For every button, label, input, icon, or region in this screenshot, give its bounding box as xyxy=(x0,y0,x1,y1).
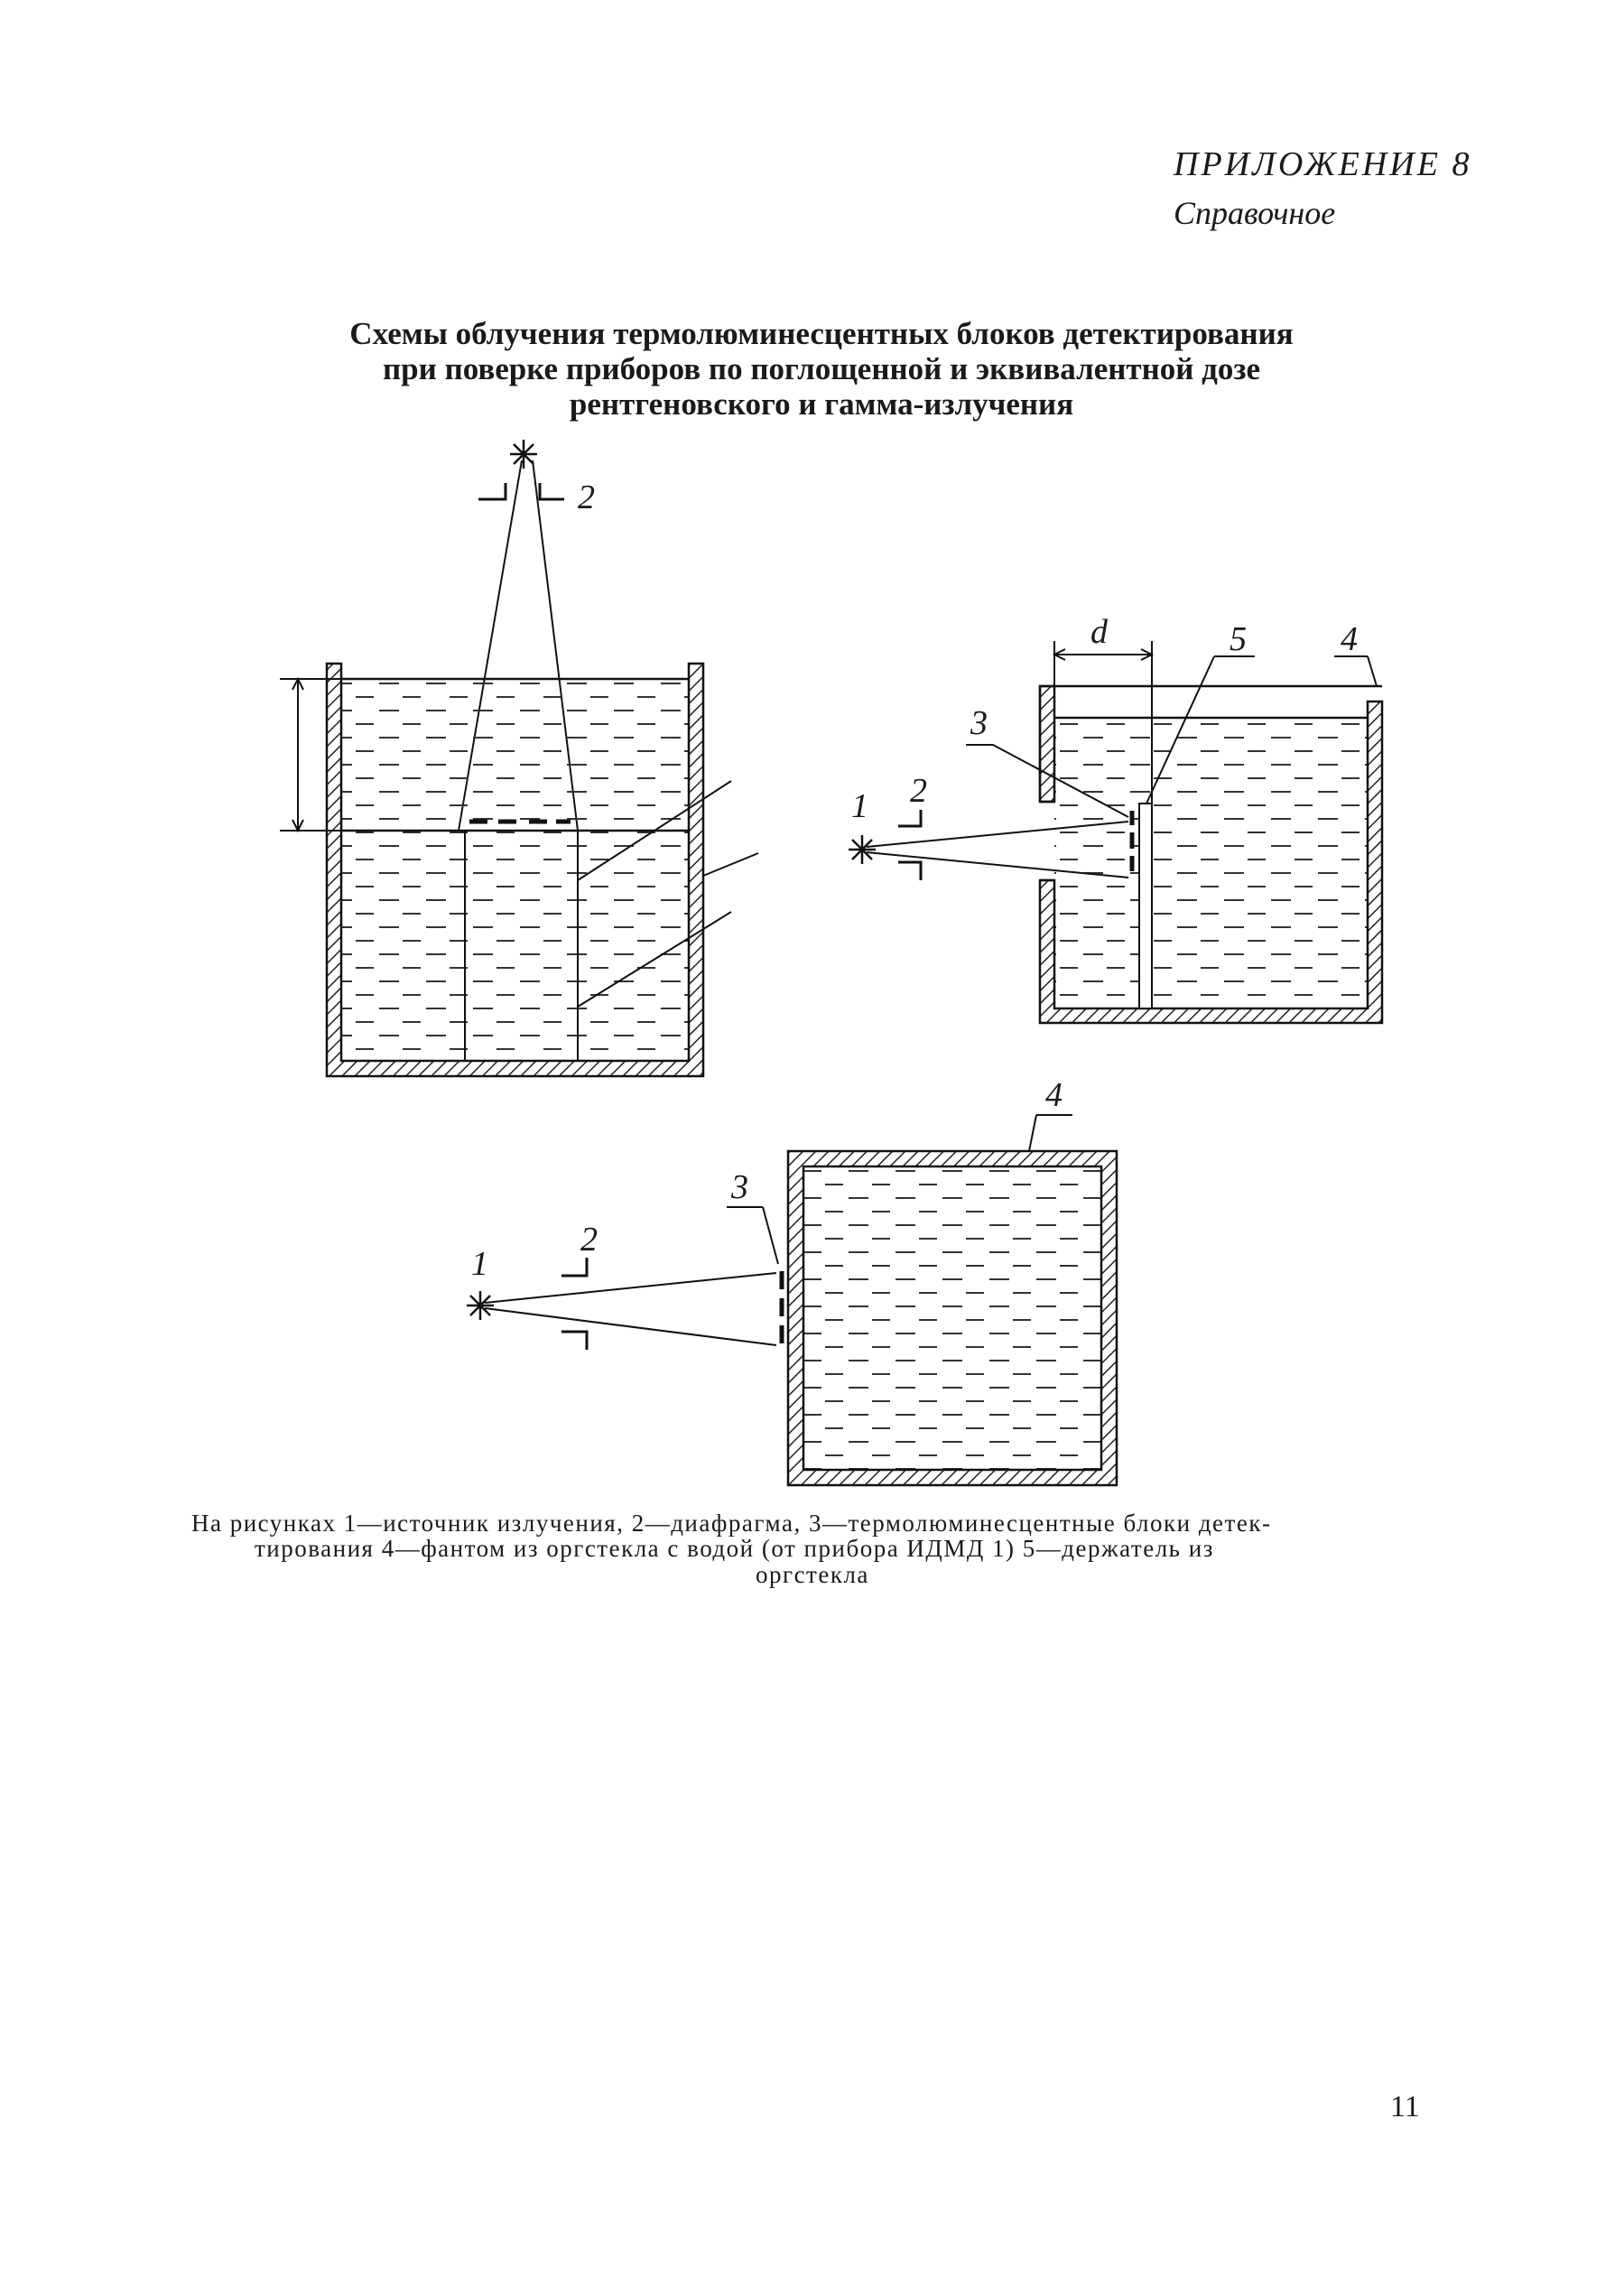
figure-caption xyxy=(191,1510,1455,1587)
holder-plate-b xyxy=(1139,804,1152,1008)
phantom-water-a xyxy=(341,677,689,1061)
label-phantom-c: 4 xyxy=(1045,1076,1063,1114)
caption-line-1: На рисунках 1—источник излучения, 2—диафрагма, 3—термолюминесцентные блоки детек- xyxy=(191,1510,1272,1537)
phantom-water-b xyxy=(1054,718,1368,1008)
label-source-c: 1 xyxy=(471,1245,488,1283)
caption-line-3: оргстекла xyxy=(756,1560,869,1588)
label-distance: d xyxy=(1090,613,1108,651)
beam-line xyxy=(485,1273,776,1303)
caption-line-2: тирования 4—фантом из оргстекла с водой (от прибора ИДМД 1) 5—держатель из xyxy=(255,1535,1214,1563)
scheme-a xyxy=(280,440,758,1076)
title-line-1: Схемы облучения термолюминесцентных блоков детектирования xyxy=(349,316,1294,351)
label-detectors-b: 3 xyxy=(970,704,988,742)
page-number: 11 xyxy=(1390,2090,1420,2123)
source-star-icon xyxy=(467,1291,494,1320)
title-line-3: рентгеновского и гамма-излучения xyxy=(569,386,1074,423)
label-detectors-c: 3 xyxy=(731,1168,748,1206)
source-star-icon xyxy=(849,835,876,864)
title-line-2: при поверке приборов по поглощенной и эквивалентной дозе xyxy=(383,351,1260,387)
label-phantom-b: 4 xyxy=(1341,620,1358,658)
label-holder-b: 5 xyxy=(1230,620,1247,658)
reference-label: Справочное xyxy=(1174,195,1336,231)
label-source-b: 1 xyxy=(851,787,868,825)
appendix-label: ПРИЛОЖЕНИЕ 8 xyxy=(1174,145,1472,183)
beam-line xyxy=(485,1308,776,1345)
label-diaphragm-a: 2 xyxy=(578,479,595,516)
label-diaphragm-c: 2 xyxy=(580,1221,598,1259)
phantom-water-c xyxy=(803,1166,1101,1470)
scheme-c xyxy=(467,1076,1117,1485)
diaphragm-c xyxy=(561,1258,587,1350)
label-diaphragm-b: 2 xyxy=(910,772,927,810)
diaphragm-a xyxy=(478,483,564,499)
diaphragm-b xyxy=(898,810,921,880)
scheme-b xyxy=(849,613,1382,1023)
